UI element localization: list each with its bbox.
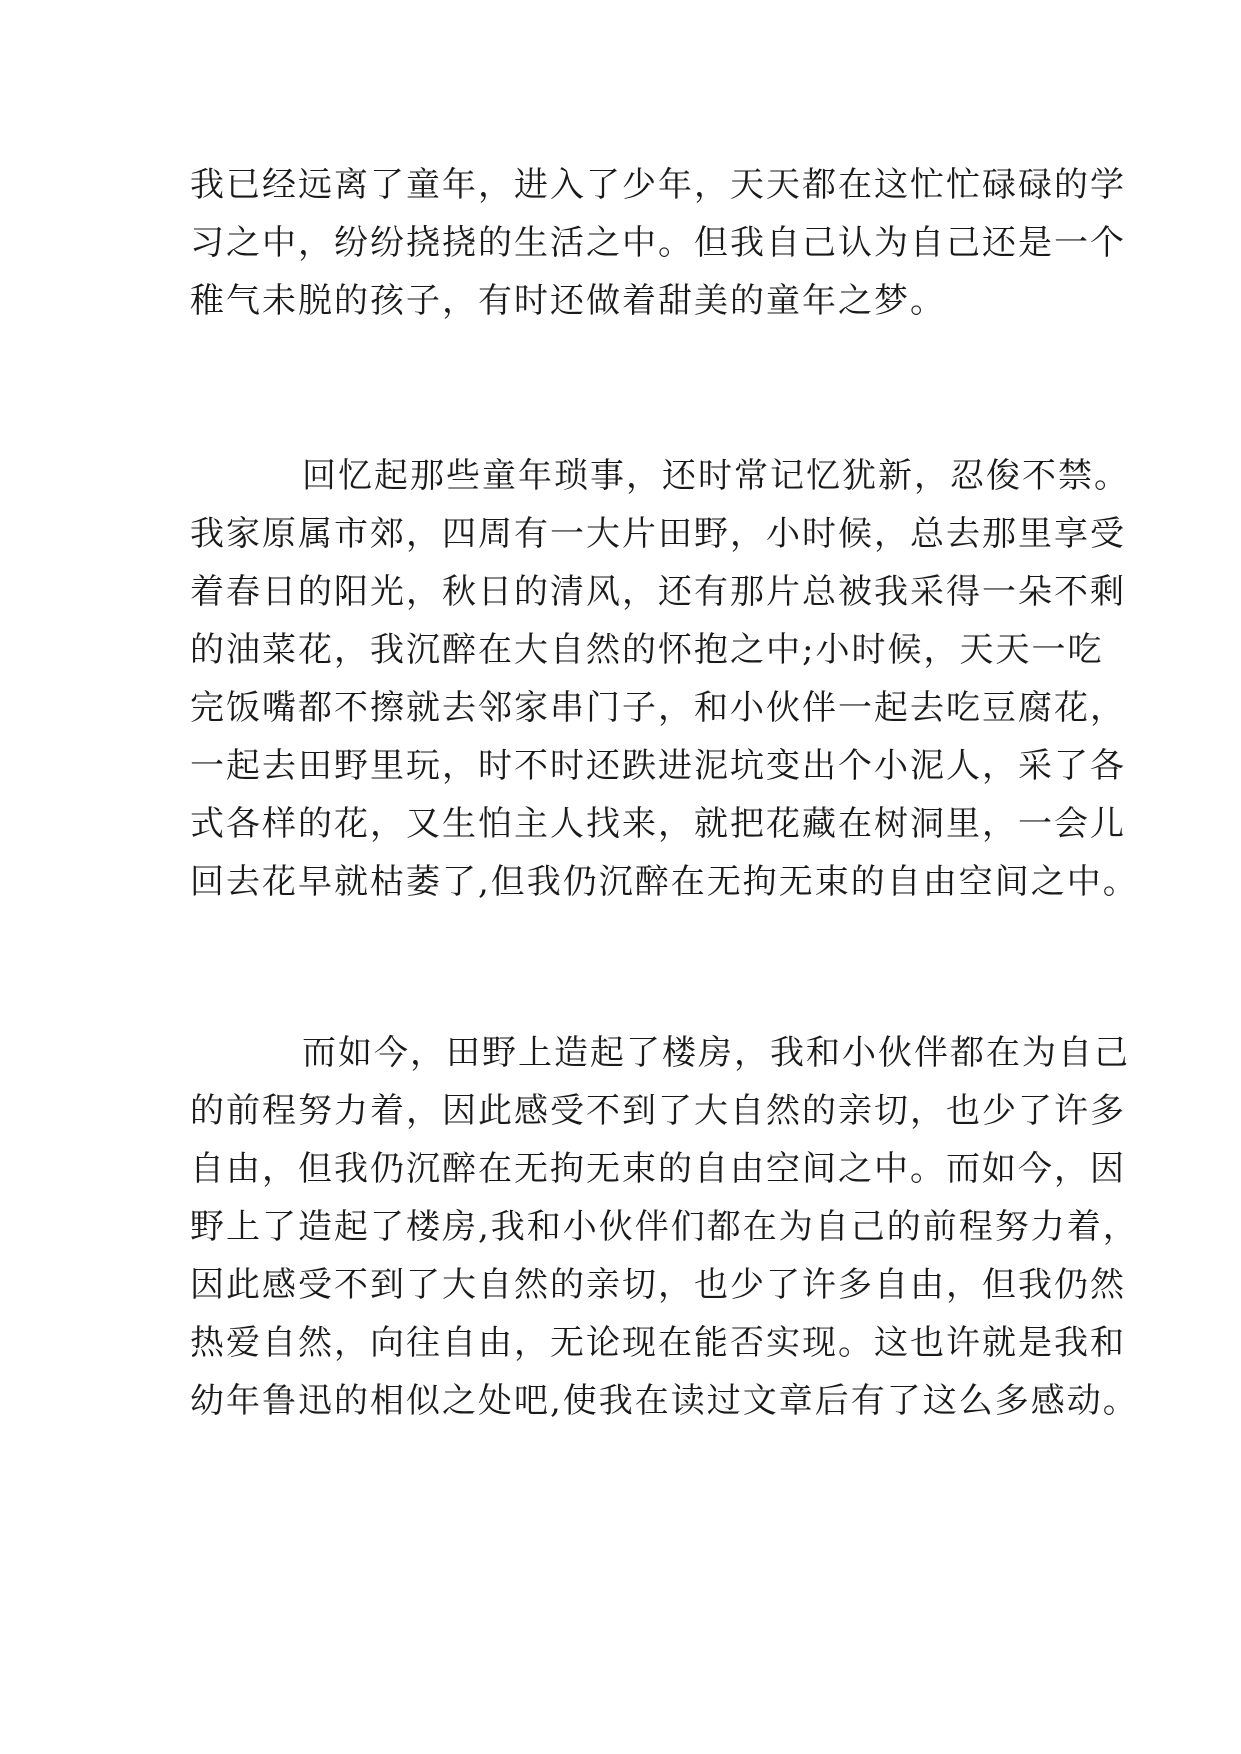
paragraph-line: 的前程努力着，因此感受不到了大自然的亲切，也少了许多 — [190, 1091, 1126, 1131]
paragraph-line: 回去花早就枯萎了,但我仍沉醉在无拘无束的自由空间之中。 — [190, 862, 1139, 902]
paragraph-2 — [190, 447, 1139, 911]
paragraph-1 — [190, 156, 1126, 330]
paragraph-line: 着春日的阳光，秋日的清风，还有那片总被我采得一朵不剩 — [190, 572, 1126, 612]
paragraph-line: 我家原属市郊，四周有一大片田野，小时候，总去那里享受 — [190, 514, 1126, 554]
paragraph-line: 完饭嘴都不擦就去邻家串门子，和小伙伴一起去吃豆腐花， — [190, 688, 1126, 728]
paragraph-line: 一起去田野里玩，时不时还跌进泥坑变出个小泥人，采了各 — [190, 746, 1126, 786]
paragraph-line: 热爱自然，向往自由，无论现在能否实现。这也许就是我和 — [190, 1323, 1126, 1363]
paragraph-line: 式各样的花，又生怕主人找来，就把花藏在树洞里，一会儿 — [190, 804, 1126, 844]
paragraph-line: 的油菜花，我沉醉在大自然的怀抱之中;小时候，天天一吃 — [190, 630, 1104, 670]
paragraph-line: 野上了造起了楼房,我和小伙伴们都在为自己的前程努力着， — [190, 1207, 1139, 1247]
paragraph-line: 稚气未脱的孩子，有时还做着甜美的童年之梦。 — [190, 281, 946, 321]
paragraph-line-indented: 而如今，田野上造起了楼房，我和小伙伴都在为自己 — [302, 1033, 1130, 1073]
paragraph-line: 幼年鲁迅的相似之处吧,使我在读过文章后有了这么多感动。 — [190, 1381, 1139, 1421]
paragraph-line: 习之中，纷纷挠挠的生活之中。但我自己认为自己还是一个 — [190, 223, 1126, 263]
paragraph-3 — [190, 1024, 1139, 1430]
paragraph-line: 因此感受不到了大自然的亲切，也少了许多自由，但我仍然 — [190, 1265, 1126, 1305]
paragraph-line: 自由，但我仍沉醉在无拘无束的自由空间之中。而如今，因 — [190, 1149, 1126, 1189]
paragraph-line-indented: 回忆起那些童年琐事，还时常记忆犹新，忍俊不禁。 — [302, 456, 1130, 496]
paragraph-line: 我已经远离了童年，进入了少年，天天都在这忙忙碌碌的学 — [190, 165, 1126, 205]
